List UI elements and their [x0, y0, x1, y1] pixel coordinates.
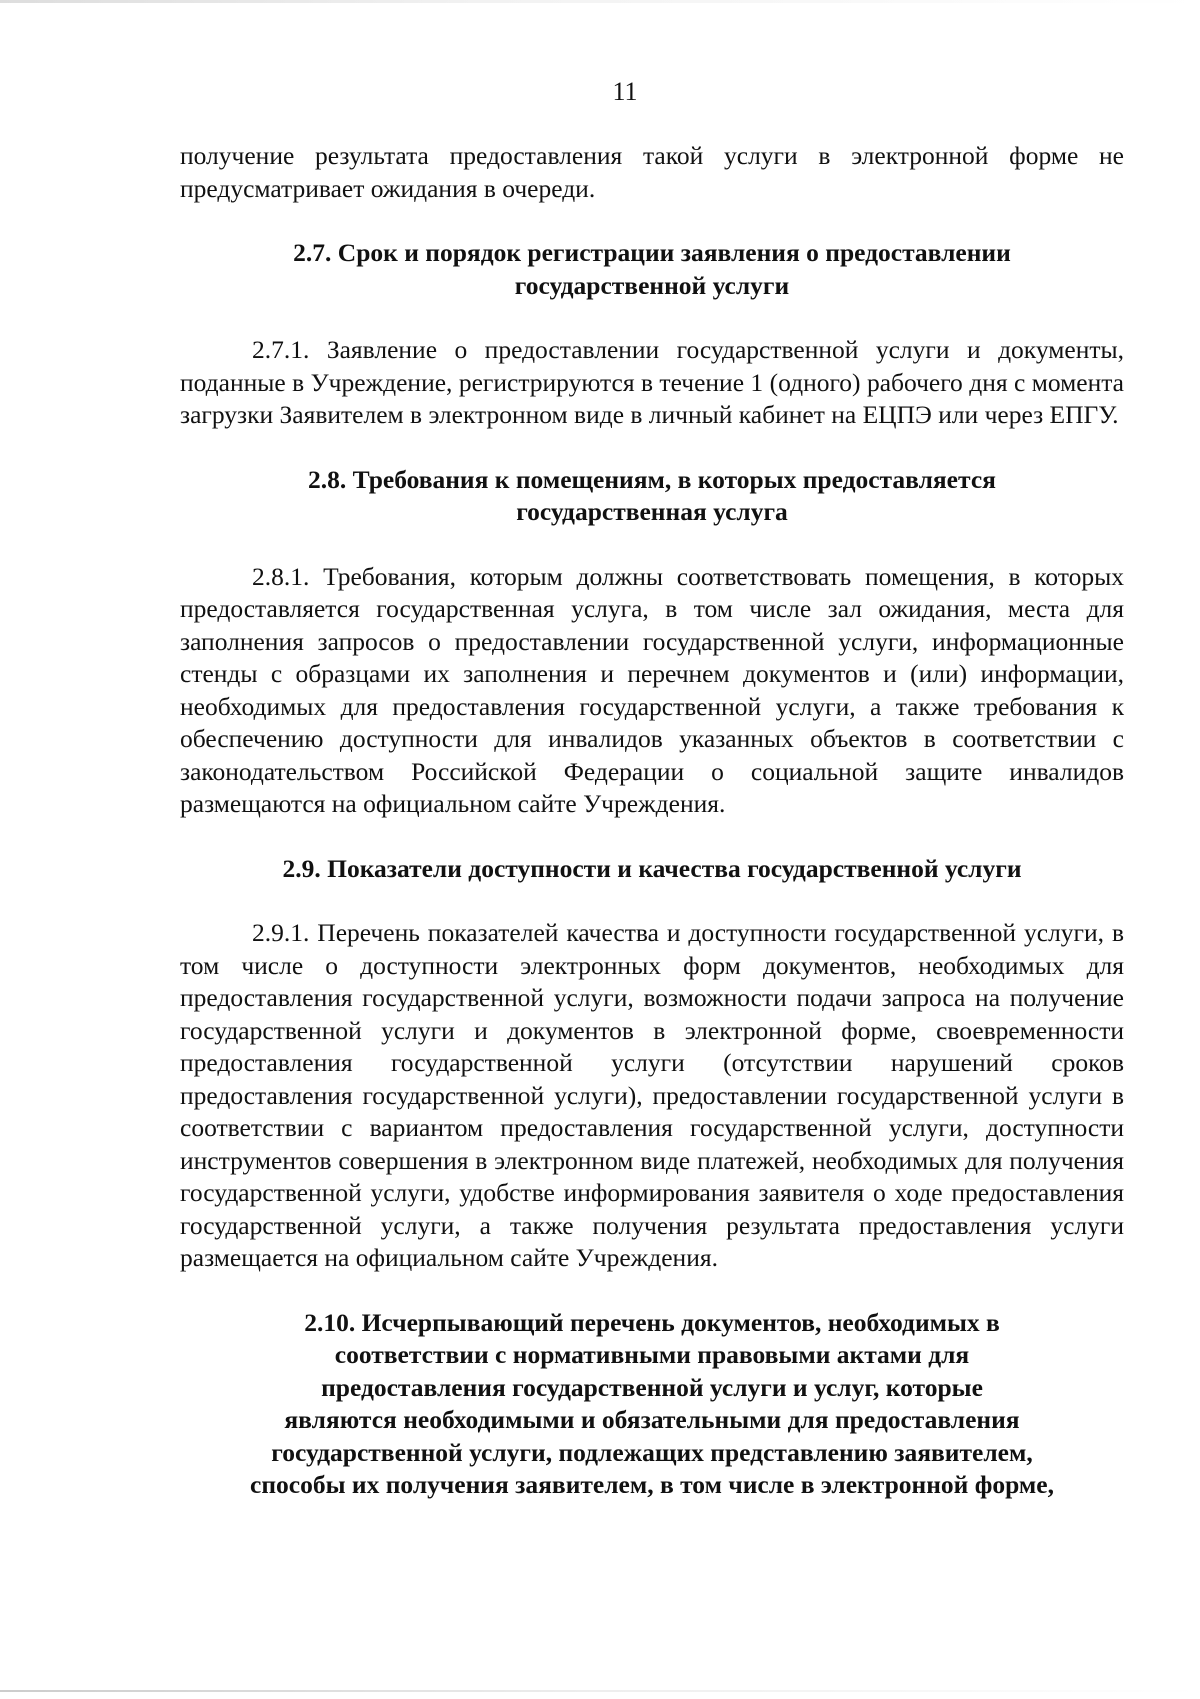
heading-line: государственной услуги — [514, 270, 790, 300]
heading-line: являются необходимыми и обязательными для предоставления — [284, 1405, 1020, 1434]
heading-line: государственной услуги, подлежащих представлению заявителем, — [271, 1437, 1033, 1467]
document-body — [180, 140, 1124, 1502]
paragraph-2-9-1: 2.9.1. Перечень показателей качества и доступности государственной услуги, в том числе о доступности электронных форм документов, необходимых для предоставления государственной услуги, возможности подачи запроса на получение государственной услуги и документов в электронной форме, своевременности предоставления государственной услуги (отсутствии нарушений сроков предоставления государственной услуги), предоставлении государственной услуги в соответствии с вариантом предоставления государственной услуги, доступности инструментов совершения в электронном виде платежей, необходимых для получения государственной услуги, удобстве информирования заявителя о ходе предоставления государственной услуги, а также получения результата предоставления услуги размещается на официальном сайте Учреждения. — [180, 918, 1124, 1272]
section-heading-2-10 — [180, 1307, 1124, 1502]
spacer — [180, 529, 1124, 561]
paragraph-2-7-1: 2.7.1. Заявление о предоставлении государственной услуги и документы, поданные в Учреждение, регистрируются в течение 1 (одного) рабочего дня с момента загрузки Заявителем в электронном виде в личный кабинет на ЕЦПЭ или через ЕПГУ. — [180, 335, 1124, 429]
heading-line: 2.7. Срок и порядок регистрации заявления о предоставлении — [293, 238, 1011, 267]
heading-line: 2.9. Показатели доступности и качества государственной услуги — [282, 853, 1022, 883]
section-heading-2-7 — [180, 237, 1124, 302]
heading-line: способы их получения заявителем, в том числе в электронной форме, — [250, 1470, 1054, 1499]
spacer — [180, 302, 1124, 334]
section-heading-2-9 — [180, 853, 1124, 886]
paragraph-intro: получение результата предоставления такой услуги в электронной форме не предусматривает ожидания в очереди. — [180, 141, 1124, 203]
heading-line: 2.10. Исчерпывающий перечень документов, необходимых в — [304, 1307, 1000, 1337]
scan-edge-top — [0, 0, 1200, 3]
spacer — [180, 821, 1124, 853]
heading-line: предоставления государственной услуги и услуг, которые — [321, 1372, 983, 1402]
heading-line: соответствии с нормативными правовыми актами для — [334, 1340, 970, 1369]
spacer — [180, 432, 1124, 464]
heading-line: государственная услуга — [516, 497, 788, 526]
scan-edge-bottom — [0, 1690, 1200, 1692]
page-number: 11 — [612, 77, 638, 106]
heading-line: 2.8. Требования к помещениям, в которых предоставляется — [308, 464, 996, 494]
spacer — [180, 1275, 1124, 1307]
spacer — [180, 205, 1124, 237]
spacer — [180, 885, 1124, 917]
paragraph-2-8-1: 2.8.1. Требования, которым должны соответствовать помещения, в которых предоставляется государственная услуга, в том числе зал ожидания, места для заполнения запросов о предоставлении государственной услуги, информационные стенды с образцами их заполнения и перечнем документов и (или) информации, необходимых для предоставления государственной услуги, а также требования к обеспечению доступности для инвалидов указанных объектов в соответствии с законодательством Российской Федерации о социальной защите инвалидов размещаются на официальном сайте Учреждения. — [180, 561, 1124, 818]
section-heading-2-8 — [180, 464, 1124, 529]
